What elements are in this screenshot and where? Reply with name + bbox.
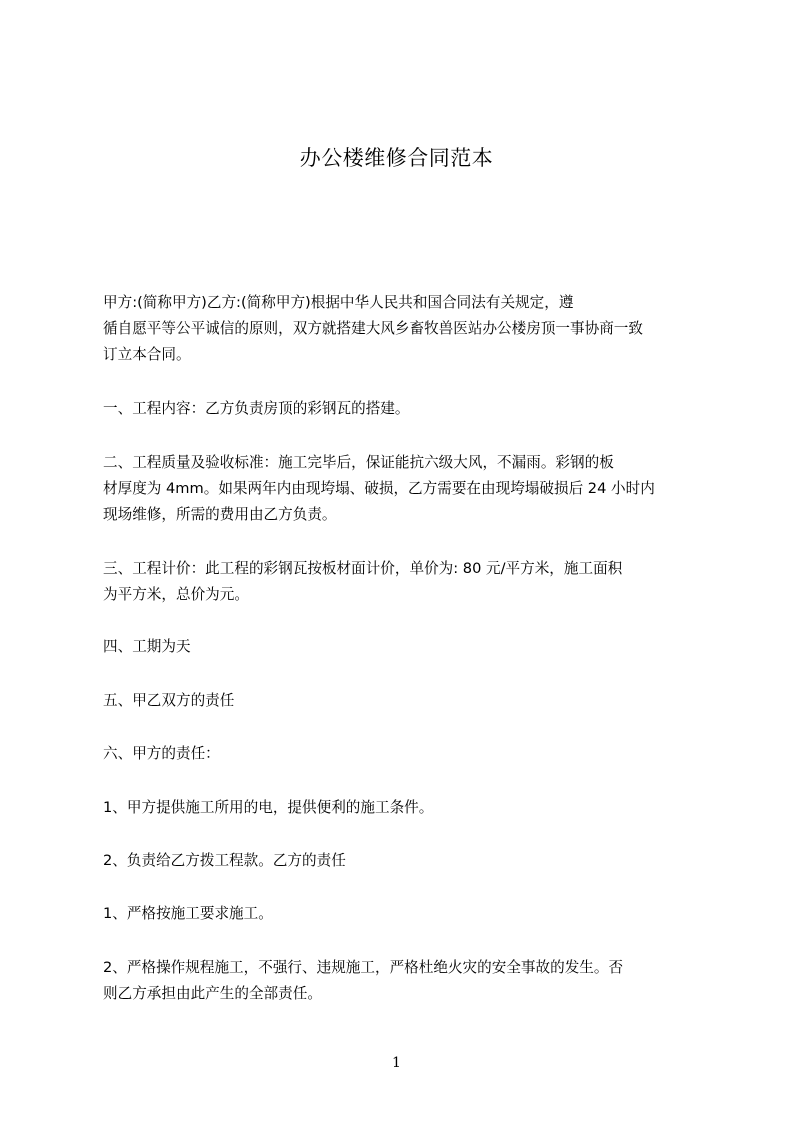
text-line: 材厚度为 4mm。如果两年内由现垮塌、破损，乙方需要在由现垮塌破损后 24 小时内	[103, 480, 655, 497]
text-line: 三、工程计价：此工程的彩钢瓦按板材面计价，单价为: 80 元/平方米，施工面积	[103, 560, 623, 577]
text-line: 一、工程内容：乙方负责房顶的彩钢瓦的搭建。	[103, 400, 410, 417]
section-6-paragraph	[103, 741, 715, 767]
party-b-item-2	[103, 955, 715, 1007]
text-line: 现场维修，所需的费用由乙方负责。	[103, 506, 337, 523]
text-line: 甲方:(简称甲方)乙方:(简称甲方)根据中华人民共和国合同法有关规定，遵	[103, 294, 574, 311]
document-title: 办公楼维修合同范本	[299, 146, 494, 170]
party-a-item-2	[103, 848, 715, 874]
text-line: 二、工程质量及验收标准：施工完毕后，保证能抗六级大风，不漏雨。彩钢的板	[103, 454, 614, 471]
text-line: 则乙方承担由此产生的全部责任。	[103, 985, 322, 1002]
section-2-paragraph	[103, 450, 715, 528]
text-line: 为平方米，总价为元。	[103, 586, 249, 603]
text-line: 2、负责给乙方拨工程款。乙方的责任	[103, 852, 346, 869]
text-line: 1、严格按施工要求施工。	[103, 905, 273, 922]
page-number: 1	[392, 1055, 401, 1071]
party-b-item-1	[103, 901, 715, 927]
text-line: 六、甲方的责任：	[103, 745, 220, 762]
text-line: 订立本合同。	[103, 346, 191, 363]
section-5-paragraph	[103, 688, 715, 714]
text-line: 五、甲乙双方的责任	[103, 692, 235, 709]
text-line: 1、甲方提供施工所用的电，提供便利的施工条件。	[103, 799, 434, 816]
section-4-paragraph	[103, 634, 715, 660]
text-line: 循自愿平等公平诚信的原则，双方就搭建大风乡畜牧兽医站办公楼房顶一事协商一致	[103, 320, 643, 337]
party-a-item-1	[103, 795, 715, 821]
text-line: 2、严格操作规程施工，不强行、违规施工，严格杜绝火灾的安全事故的发生。否	[103, 959, 624, 976]
section-3-paragraph	[103, 556, 715, 608]
intro-paragraph	[103, 290, 715, 368]
text-line: 四、工期为天	[103, 638, 191, 655]
section-1-paragraph	[103, 396, 715, 422]
